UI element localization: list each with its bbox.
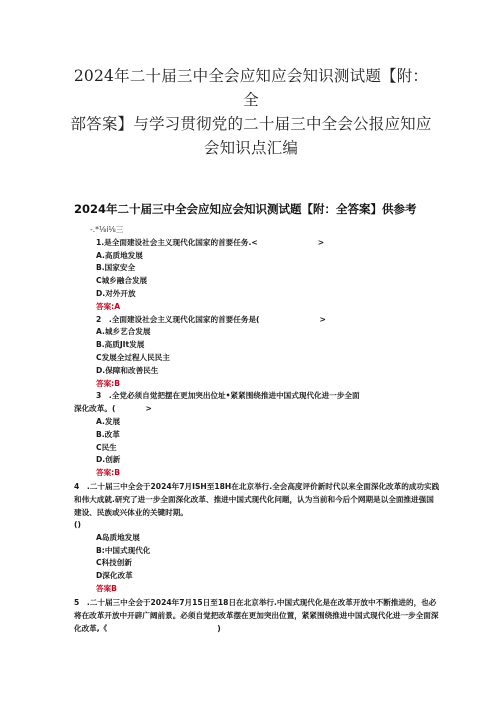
- question-2-option-d: D.保障和改善民生: [96, 365, 159, 375]
- question-2: [96, 314, 440, 327]
- question-1-option-a: A.高质地发展: [96, 250, 143, 260]
- question-1-option-c: C城乡融合发展: [96, 276, 148, 286]
- question-4-option-a: A岛质地发展: [96, 532, 140, 542]
- question-5-paren: ): [217, 623, 221, 633]
- question-1-stem: 1.是全面建设社会主义现代化国家的首要任务.<: [96, 237, 258, 247]
- question-5: [74, 596, 440, 635]
- title-line-3: 会知识点汇编: [203, 139, 299, 157]
- question-5-stem: 5 .二十届三中全会于2024年7月15日至18日在北京举行.中国式现代化是在改革开放中不断推进的，也必将在改革开放中开辟广阔前景。必须自觉把改革摆在更加突出位置，紧紧围绕推进中国式现代化进一步全面深化改革,《: [74, 597, 439, 633]
- question-3-option-a: A.发展: [96, 416, 121, 426]
- section-head: -.*⅛i⅛三: [90, 225, 124, 234]
- question-2-answer: 答案:B: [96, 378, 121, 388]
- question-3-option-b: B.改革: [96, 429, 120, 439]
- question-1-option-d: D.对外开放: [96, 288, 136, 298]
- question-2-paren: >: [319, 314, 326, 324]
- title-line-1: 2024年二十届三中全会应知应会知识测试题【附：全: [73, 67, 429, 109]
- question-3-continued: [74, 403, 440, 416]
- question-4-option-d: D深化改革: [96, 571, 133, 581]
- question-4-option-c: C科技创新: [96, 558, 132, 568]
- question-3-paren: >: [145, 404, 152, 414]
- question-4-answer: 答案B: [96, 583, 117, 593]
- question-4-stem: 4 .二十届三中全会于2024年7月ISH至18H在北京举行.全会高度评价新时代以来全面深化改革的成功实践和伟大成就.研究了进一步全面深化改革、推进中国式现代化问题，认为当前和今后个网期是以全面推进强国建设、民族或兴体业的关键时期。: [74, 481, 440, 517]
- question-list: [74, 224, 440, 635]
- question-3-answer: 答案:B: [96, 468, 121, 478]
- question-2-option-a: A.城乡艺合发展: [96, 327, 151, 337]
- section-title: 2024年二十届三中全会应知应会知识测试题【附：全答案】供参考: [74, 202, 417, 216]
- question-3-option-c: C民生: [96, 442, 117, 452]
- document-title: [70, 64, 432, 160]
- question-4-option-b: B:中国式现代化: [96, 545, 151, 555]
- question-1: [96, 237, 440, 250]
- question-2-option-b: B.高质JIt发展: [96, 340, 145, 350]
- question-3-option-d: D.创新: [96, 455, 121, 465]
- question-3-stem-2: 深化改革。(: [74, 404, 116, 414]
- question-1-paren: >: [317, 237, 325, 247]
- question-1-answer: 答案:A: [96, 301, 121, 311]
- question-3: 3 .全党必须自觉把摆在更加突出位址•紧紧围绕推进中国式现代化进一步全面: [96, 391, 360, 401]
- question-2-stem: 2 .全面建设社会主义现代化国家的首要任务是(: [96, 314, 260, 324]
- question-2-option-c: C发展全过程人民民主: [96, 352, 170, 362]
- question-4-paren: (): [74, 519, 81, 529]
- title-line-2: 部答案】与学习贯彻党的二十届三中全会公报应知应: [70, 115, 432, 133]
- question-1-option-b: B.国家安全: [96, 263, 136, 273]
